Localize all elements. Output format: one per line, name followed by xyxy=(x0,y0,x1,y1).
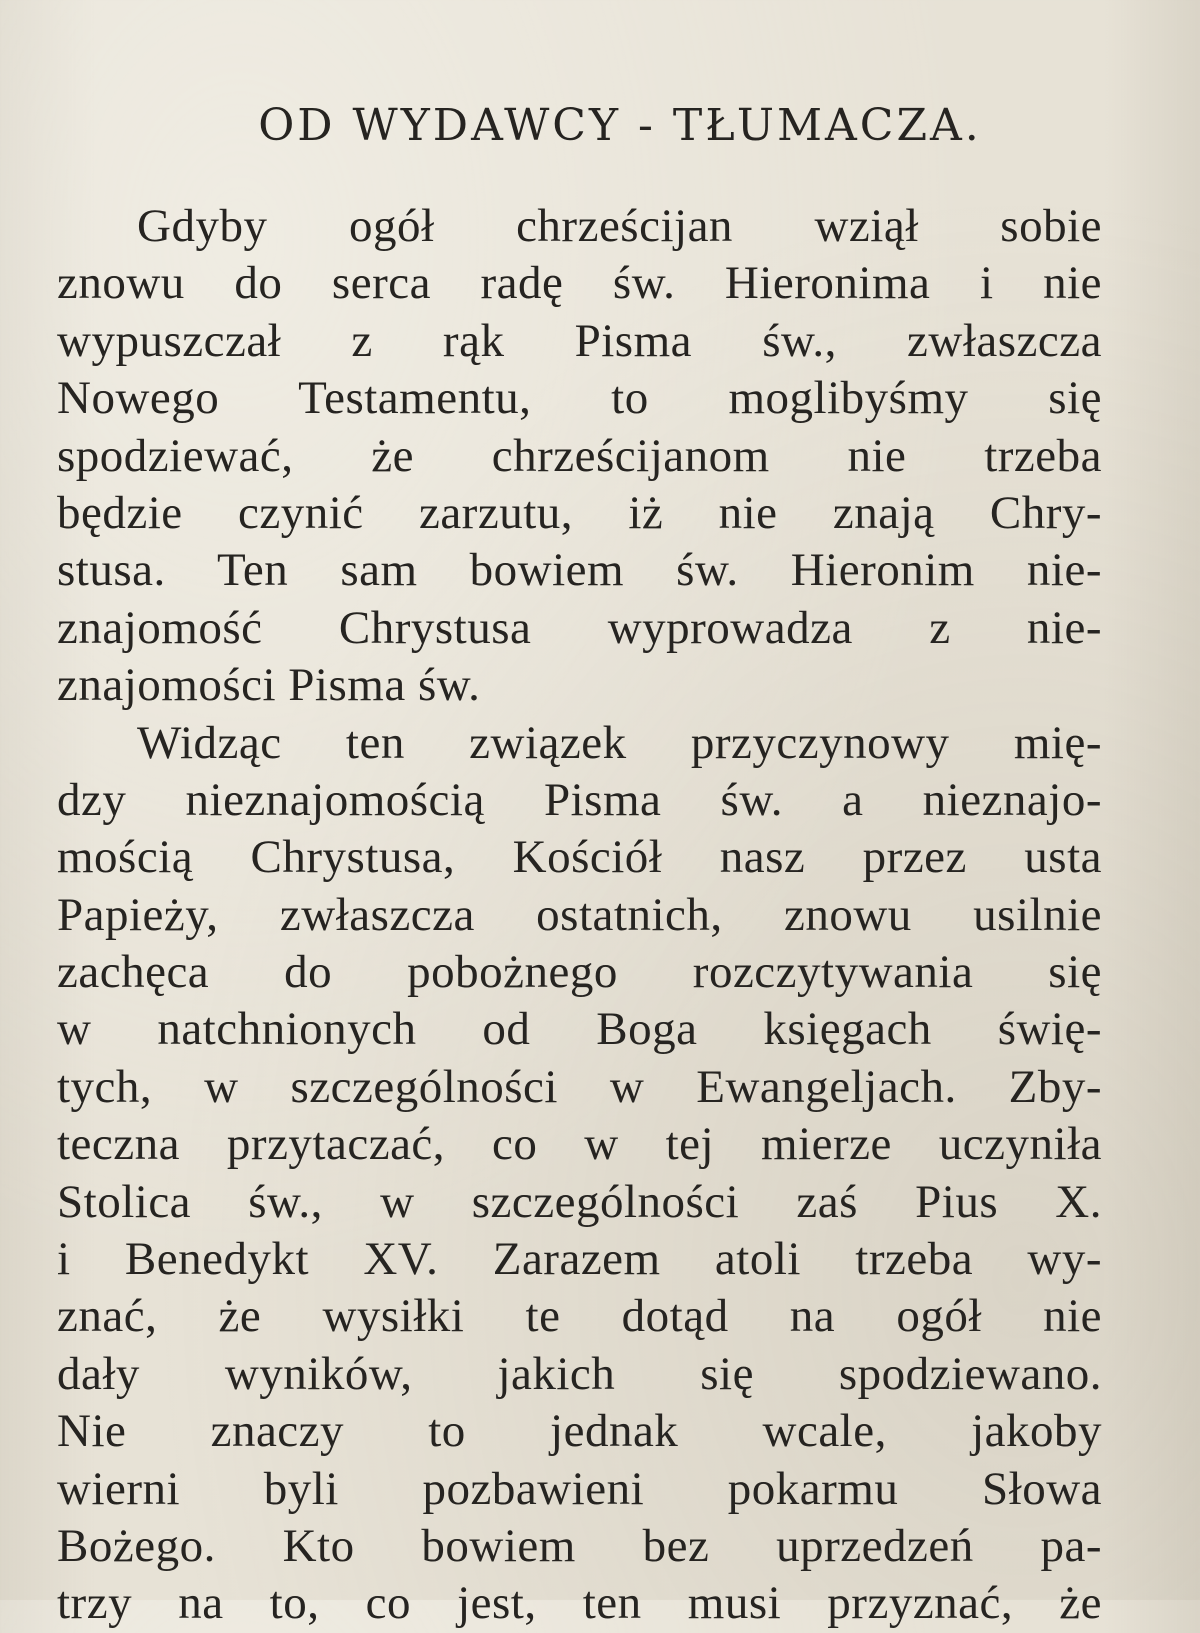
text-line: stusa. Ten sam bowiem św. Hieronim nie- xyxy=(57,544,1102,597)
text-line: znajomość Chrystusa wyprowadza z nie- xyxy=(57,601,1102,654)
text-line: spodziewać, że chrześcijanom nie trzeba xyxy=(57,429,1102,482)
text-line: Nie znaczy to jednak wcale, jakoby xyxy=(57,1405,1102,1458)
text-line: dzy nieznajomością Pisma św. a nieznajo- xyxy=(57,773,1102,826)
page-heading: OD WYDAWCY - TŁUMACZA. xyxy=(258,100,982,151)
paragraph-2 xyxy=(57,715,1102,1633)
text-line: teczna przytaczać, co w tej mierze uczyniła xyxy=(57,1118,1102,1171)
body-text xyxy=(57,198,1102,1633)
text-line: znowu do serca radę św. Hieronima i nie xyxy=(57,257,1102,310)
text-line: wypuszczał z rąk Pisma św., zwłaszcza xyxy=(57,314,1102,367)
text-line: trzy na to, co jest, ten musi przyznać, że xyxy=(57,1577,1102,1630)
text-line: i Benedykt XV. Zarazem atoli trzeba wy- xyxy=(57,1233,1102,1286)
text-line: mością Chrystusa, Kościół nasz przez usta xyxy=(57,831,1102,884)
paragraph-1 xyxy=(57,198,1102,715)
text-line: tych, w szczególności w Ewangeljach. Zby- xyxy=(57,1060,1102,1113)
text-line: Nowego Testamentu, to moglibyśmy się xyxy=(57,372,1102,425)
text-line: będzie czynić zarzutu, iż nie znają Chry- xyxy=(57,486,1102,539)
text-line: w natchnionych od Boga księgach świę- xyxy=(57,1003,1102,1056)
text-line: Stolica św., w szczególności zaś Pius X. xyxy=(57,1175,1102,1228)
text-line: Papieży, zwłaszcza ostatnich, znowu usilnie xyxy=(57,888,1102,941)
text-line: znajomości Pisma św. xyxy=(57,659,481,712)
text-line: dały wyników, jakich się spodziewano. xyxy=(57,1347,1102,1400)
text-line: Bożego. Kto bowiem bez uprzedzeń pa- xyxy=(57,1519,1102,1572)
text-line: Gdyby ogół chrześcijan wziął sobie xyxy=(137,200,1102,252)
text-line: Widząc ten związek przyczynowy mię- xyxy=(137,716,1102,769)
text-line: zachęca do pobożnego rozczytywania się xyxy=(57,946,1102,999)
text-line: wierni byli pozbawieni pokarmu Słowa xyxy=(57,1462,1102,1515)
text-line: znać, że wysiłki te dotąd na ogół nie xyxy=(57,1290,1102,1343)
